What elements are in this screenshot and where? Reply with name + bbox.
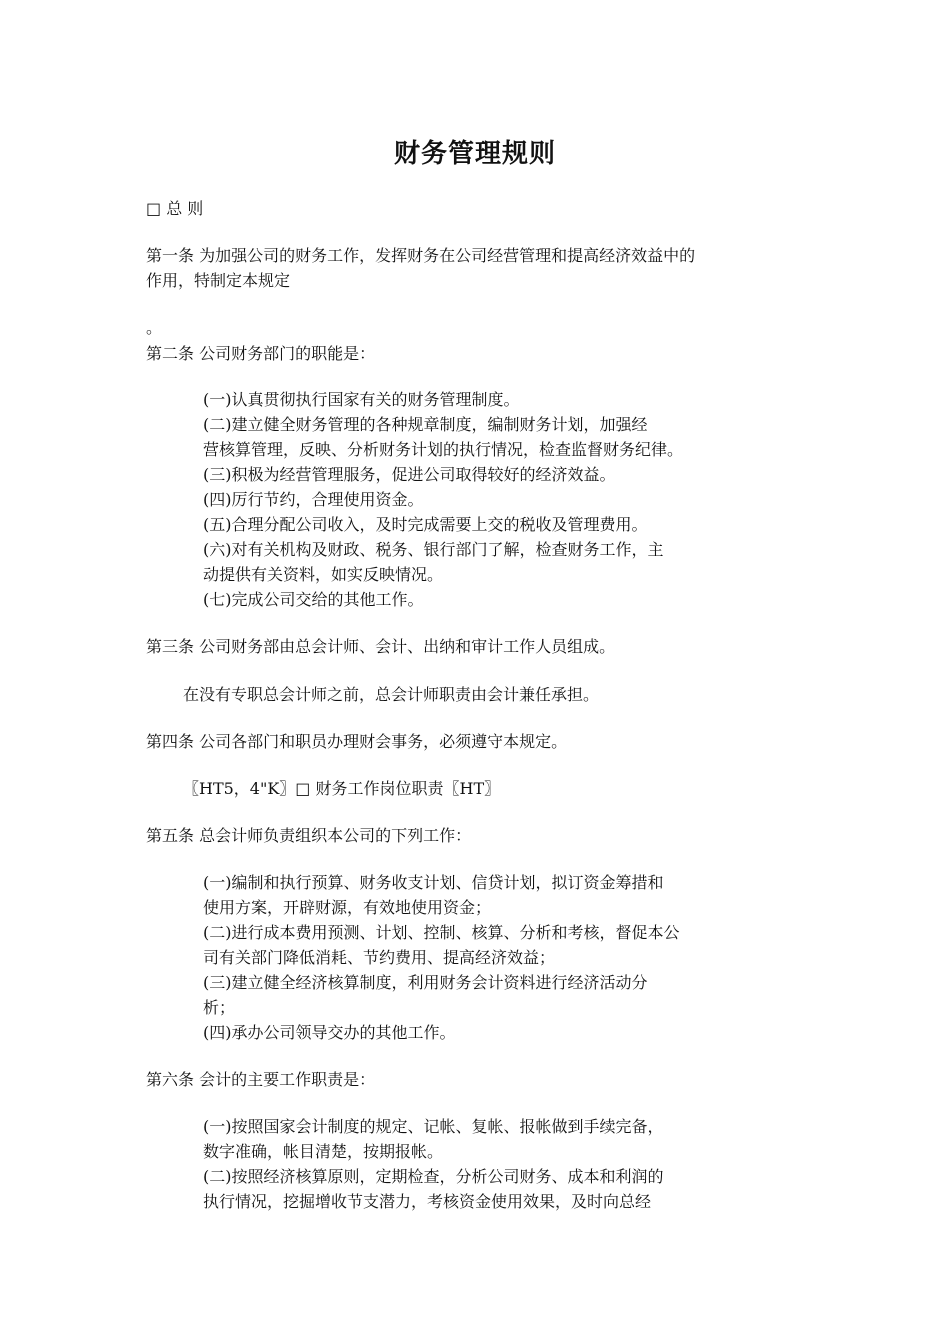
article-5-item: 析；	[203, 998, 236, 1017]
article-2-item: (六)对有关机构及财政、税务、银行部门了解，检查财务工作，主	[203, 540, 664, 559]
article-2-item: (一)认真贯彻执行国家有关的财务管理制度。	[203, 390, 520, 409]
article-2-item: (三)积极为经营管理服务，促进公司取得较好的经济效益。	[203, 465, 616, 484]
article-2-item: 动提供有关资料，如实反映情况。	[203, 565, 444, 584]
article-1-period: 。	[146, 318, 163, 337]
article-5-item: (三)建立健全经济核算制度，利用财务会计资料进行经济活动分	[203, 973, 648, 992]
document-title: 财务管理规则	[393, 139, 556, 169]
article-2-item: (四)厉行节约，合理使用资金。	[203, 490, 424, 509]
article-1-line-1: 第一条 为加强公司的财务工作，发挥财务在公司经营管理和提高经济效益中的	[146, 246, 696, 265]
article-6-item: 执行情况，挖掘增收节支潜力，考核资金使用效果，及时向总经	[203, 1192, 652, 1211]
section-heading-general: □ 总 则	[146, 199, 204, 218]
section-heading-duties: 〖HT5，4"K〗□ 财务工作岗位职责〖HT〗	[183, 779, 501, 798]
article-3-heading: 第三条 公司财务部由总会计师、会计、出纳和审计工作人员组成。	[146, 637, 616, 656]
article-6-item: (一)按照国家会计制度的规定、记帐、复帐、报帐做到手续完备，	[203, 1117, 664, 1136]
article-5-item: (四)承办公司领导交办的其他工作。	[203, 1023, 456, 1042]
article-2-heading: 第二条 公司财务部门的职能是：	[146, 344, 376, 363]
article-6-item: 数字准确，帐目清楚，按期报帐。	[203, 1142, 444, 1161]
article-4: 第四条 公司各部门和职员办理财会事务，必须遵守本规定。	[146, 732, 568, 751]
article-5-heading: 第五条 总会计师负责组织本公司的下列工作：	[146, 826, 472, 845]
article-5-item: 司有关部门降低消耗、节约费用、提高经济效益；	[203, 948, 556, 967]
article-5-item: (二)进行成本费用预测、计划、控制、核算、分析和考核，督促本公	[203, 923, 680, 942]
article-2-item: (七)完成公司交给的其他工作。	[203, 590, 424, 609]
article-6-heading: 第六条 会计的主要工作职责是：	[146, 1070, 376, 1089]
article-2-item: 营核算管理，反映、分析财务计划的执行情况，检查监督财务纪律。	[203, 440, 684, 459]
article-5-item: 使用方案，开辟财源，有效地使用资金；	[203, 898, 492, 917]
article-3-note: 在没有专职总会计师之前，总会计师职责由会计兼任承担。	[183, 685, 600, 704]
article-6-item: (二)按照经济核算原则，定期检查，分析公司财务、成本和利润的	[203, 1167, 664, 1186]
article-5-item: (一)编制和执行预算、财务收支计划、信贷计划，拟订资金筹措和	[203, 873, 664, 892]
article-2-item: (五)合理分配公司收入，及时完成需要上交的税收及管理费用。	[203, 515, 648, 534]
article-1-line-2: 作用，特制定本规定	[146, 271, 291, 290]
article-2-item: (二)建立健全财务管理的各种规章制度，编制财务计划，加强经	[203, 415, 648, 434]
